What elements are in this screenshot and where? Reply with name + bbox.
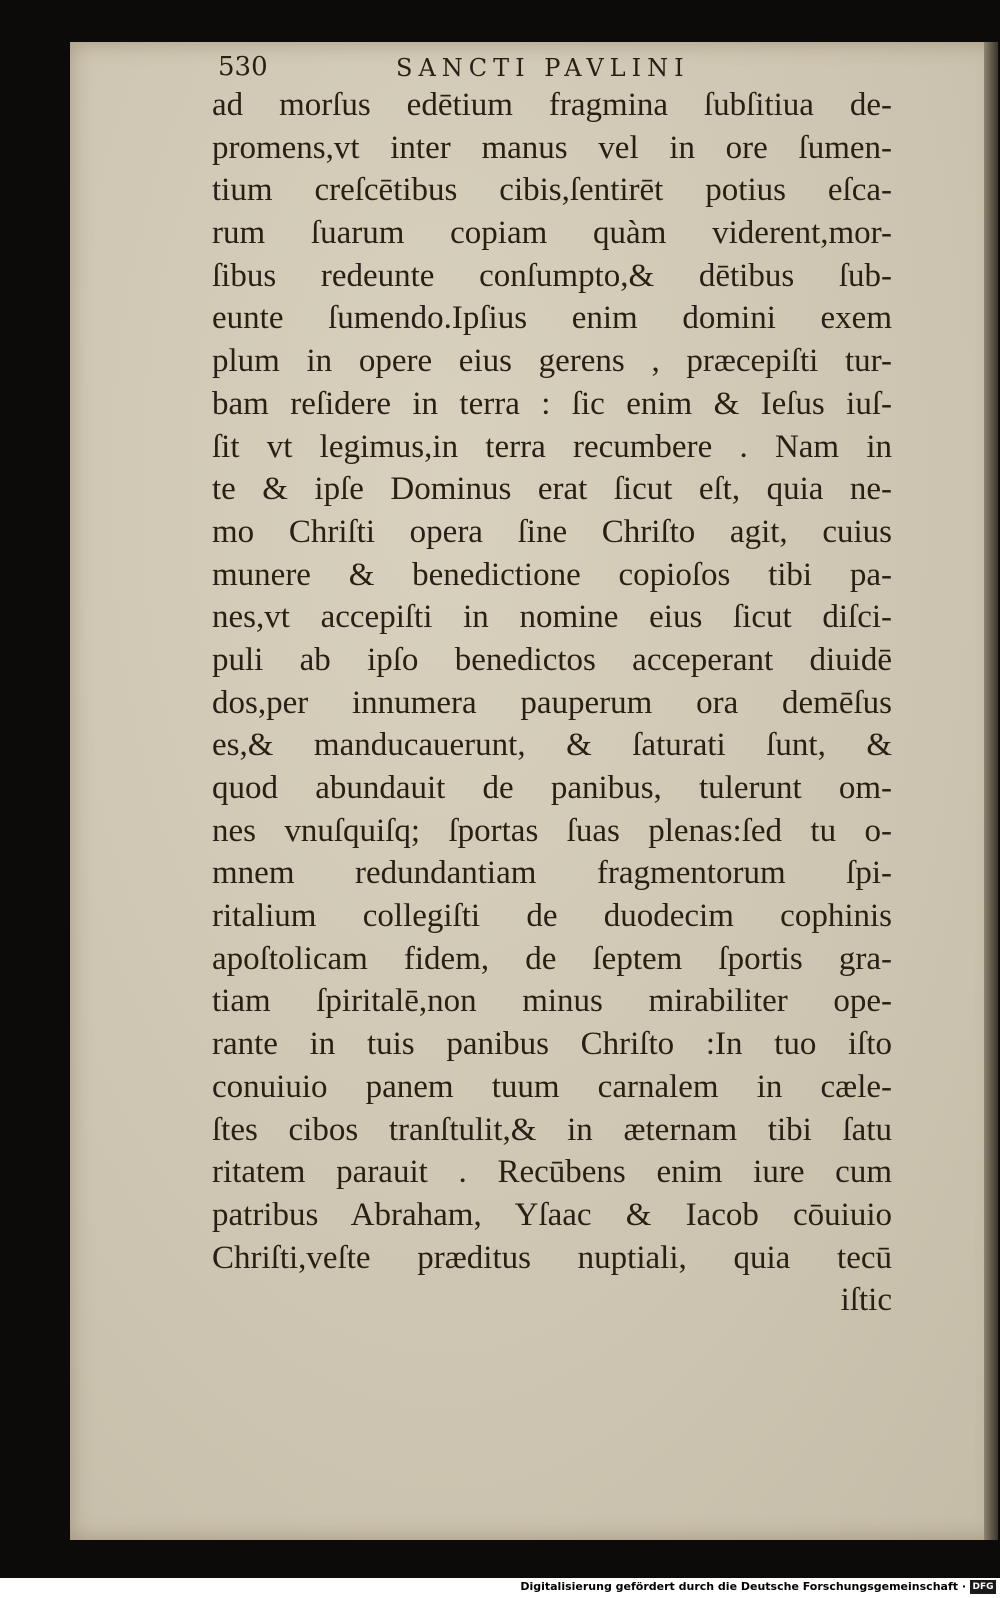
text-line: plum in opere eius gerens , præcepiſti tur- (212, 343, 892, 380)
footer-bar (0, 1578, 1000, 1598)
text-line: tium creſcētibus cibis,ſentirēt potius eſca- (212, 172, 892, 209)
catchword: iſtic (840, 1282, 892, 1319)
text-line: tiam ſpiritalē,non minus mirabiliter ope- (212, 983, 892, 1020)
text-line: te & ipſe Dominus erat ſicut eſt, quia ne- (212, 471, 892, 508)
text-line: ſit vt legimus,in terra recumbere . Nam in (212, 428, 892, 465)
text-line: eunte ſumendo.Ipſius enim domini exem (212, 300, 892, 337)
text-line: apoſtolicam fidem, de ſeptem ſportis gra- (212, 940, 892, 977)
text-line: promens,vt inter manus vel in ore ſumen- (212, 129, 892, 166)
text-line: rum ſuarum copiam quàm viderent,mor- (212, 215, 892, 252)
body-text (212, 84, 892, 1322)
text-line: puli ab ipſo benedictos acceperant diuidē (212, 641, 892, 678)
text-line: rante in tuis panibus Chriſto :In tuo iſto (212, 1026, 892, 1063)
text-line: Chriſti,veſte præditus nuptiali, quia tecū (212, 1239, 892, 1276)
text-line: conuiuio panem tuum carnalem in cæle- (212, 1068, 892, 1105)
digitization-credit: Digitalisierung gefördert durch die Deutsche Forschungsgemeinschaft · (520, 1580, 966, 1593)
text-line: dos,per innumera pauperum ora demēſus (212, 684, 892, 721)
text-line: ad morſus edētium fragmina ſubſitiua de- (212, 87, 892, 123)
text-line: nes vnuſquiſq; ſportas ſuas plenas:ſed tu o- (212, 812, 892, 849)
text-line: nes,vt accepiſti in nomine eius ſicut diſci- (212, 599, 892, 636)
text-line: bam reſidere in terra : ſic enim & Ieſus iuſ- (212, 385, 892, 422)
text-line: es,& manducauerunt, & ſaturati ſunt, & (212, 727, 892, 764)
running-head: SANCTI PAVLINI (396, 54, 690, 82)
page-edge (984, 42, 998, 1540)
dfg-logo: DFG (970, 1580, 996, 1594)
page-number: 530 (218, 52, 268, 82)
text-line: munere & benedictione copioſos tibi pa- (212, 556, 892, 593)
text-line: mnem redundantiam fragmentorum ſpi- (212, 855, 892, 892)
text-line: ſibus redeunte conſumpto,& dētibus ſub- (212, 257, 892, 294)
text-line: ſtes cibos tranſtulit,& in æternam tibi ſatu (212, 1111, 892, 1148)
text-line: ritalium collegiſti de duodecim cophinis (212, 898, 892, 935)
text-line: quod abundauit de panibus, tulerunt om- (212, 770, 892, 806)
text-line: mo Chriſti opera ſine Chriſto agit, cuius (212, 513, 892, 550)
text-line: ritatem parauit . Recūbens enim iure cum (212, 1154, 892, 1191)
text-line: patribus Abraham, Yſaac & Iacob cōuiuio (212, 1196, 892, 1233)
